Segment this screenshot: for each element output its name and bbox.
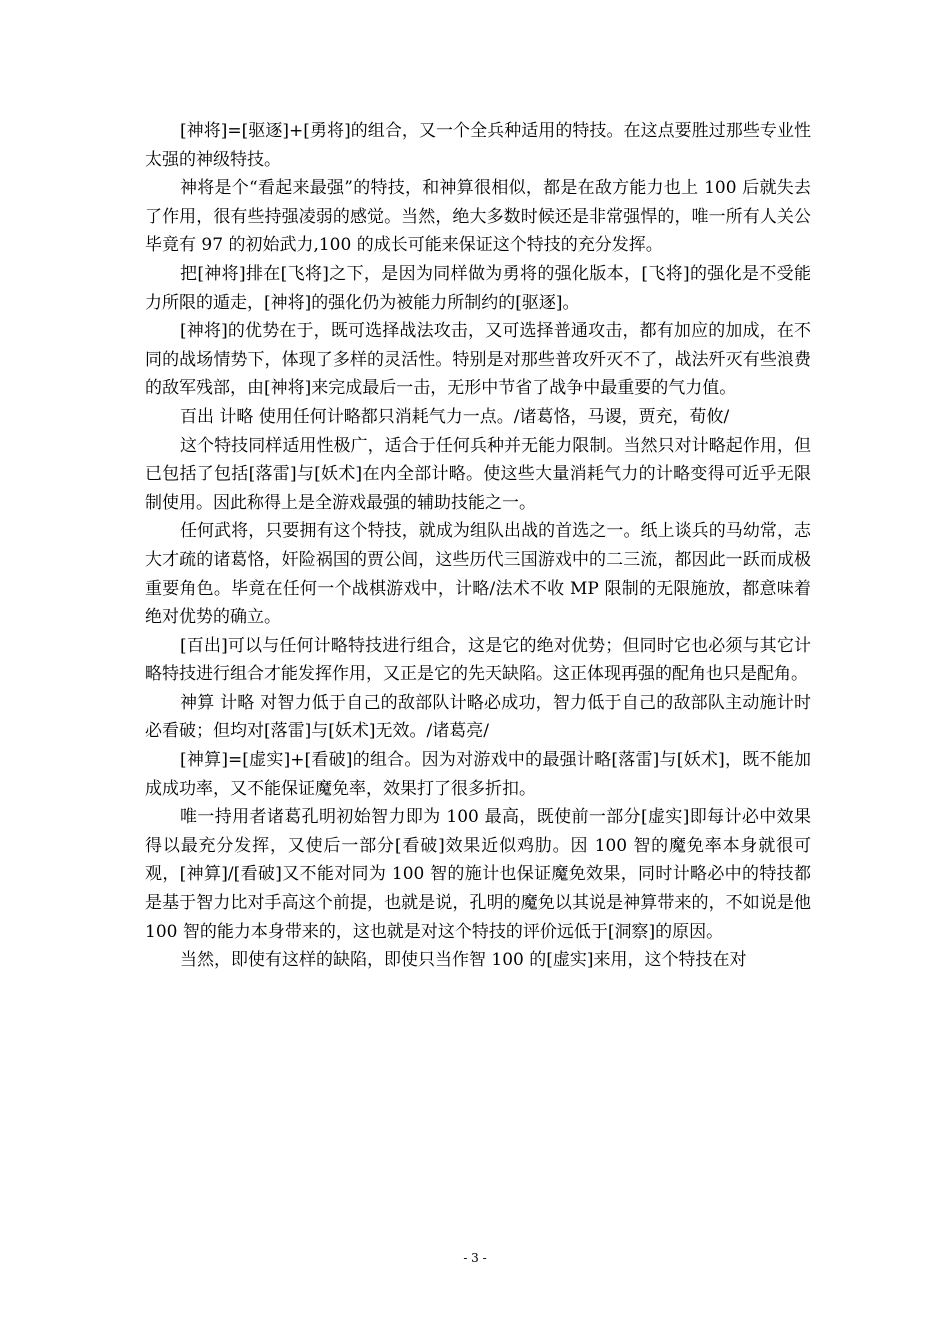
paragraph: 神将是个“看起来最强”的特技，和神算很相似，都是在敌方能力也上 100 后就失去了作用，很有些持强凌弱的感觉。当然，绝大多数时候还是非常强悍的，唯一所有人关公毕竟有 97 的初始武力,100 的成长可能来保证这个特技的充分发挥。 xyxy=(145,178,811,256)
paragraph: 神算 计略 对智力低于自己的敌部队计略必成功，智力低于自己的敌部队主动施计时必看破；但均对[落雷]与[妖术]无效。/诸葛亮/ xyxy=(145,692,811,742)
document-body xyxy=(145,117,811,975)
paragraph: [百出]可以与任何计略特技进行组合，这是它的绝对优势；但同时它也必须与其它计略特技进行组合才能发挥作用，又正是它的先天缺陷。这正体现再强的配角也只是配角。 xyxy=(145,635,811,685)
paragraph: 当然，即使有这样的缺陷，即使只当作智 100 的[虚实]来用，这个特技在对 xyxy=(180,950,747,971)
paragraph: 百出 计略 使用任何计略都只消耗气力一点。/诸葛恪，马谡，贾充，荀攸/ xyxy=(180,406,730,427)
paragraph: 任何武将，只要拥有这个特技，就成为组队出战的首选之一。纸上谈兵的马幼常，志大才疏的诸葛恪，奸险祸国的贾公闾，这些历代三国游戏中的二三流，都因此一跃而成极重要角色。毕竟在任何一个战棋游戏中，计略/法术不收 MP 限制的无限施放，都意味着绝对优势的确立。 xyxy=(145,521,811,628)
paragraph: [神算]=[虚实]+[看破]的组合。因为对游戏中的最强计略[落雷]与[妖术]，既不能加成成功率，又不能保证魔免率，效果打了很多折扣。 xyxy=(145,750,811,799)
paragraph: 这个特技同样适用性极广，适合于任何兵种并无能力限制。当然只对计略起作用，但已包括了包括[落雷]与[妖术]在内全部计略。使这些大量消耗气力的计略变得可近乎无限制使用。因此称得上是全游戏最强的辅助技能之一。 xyxy=(145,435,811,513)
paragraph: 把[神将]排在[飞将]之下，是因为同样做为勇将的强化版本，[飞将]的强化是不受能力所限的遁走，[神将]的强化仍为被能力所制约的[驱逐]。 xyxy=(145,263,811,313)
paragraph: 唯一持用者诸葛孔明初始智力即为 100 最高，既使前一部分[虚实]即每计必中效果得以最充分发挥，又使后一部分[看破]效果近似鸡肋。因 100 智的魔免率本身就很可观，[神算]/[看破]又不能对同为 100 智的施计也保证魔免效果，同时计略必中的特技都是基于智力比对手高这个前提，也就是说，孔明的魔免以其说是神算带来的，不如说是他 100 智的能力本身带来的，这也就是对这个特技的评价远低于[洞察]的原因。 xyxy=(145,807,811,942)
paragraph: [神将]=[驱逐]+[勇将]的组合，又一个全兵种适用的特技。在这点要胜过那些专业性太强的神级特技。 xyxy=(145,121,811,170)
paragraph: [神将]的优势在于，既可选择战法攻击，又可选择普通攻击，都有加应的加成，在不同的战场情势下，体现了多样的灵活性。特别是对那些普攻歼灭不了，战法歼灭有些浪费的敌军残部，由[神将]来完成最后一击，无形中节省了战争中最重要的气力值。 xyxy=(145,321,811,399)
page-number: - 3 - xyxy=(463,1251,487,1265)
